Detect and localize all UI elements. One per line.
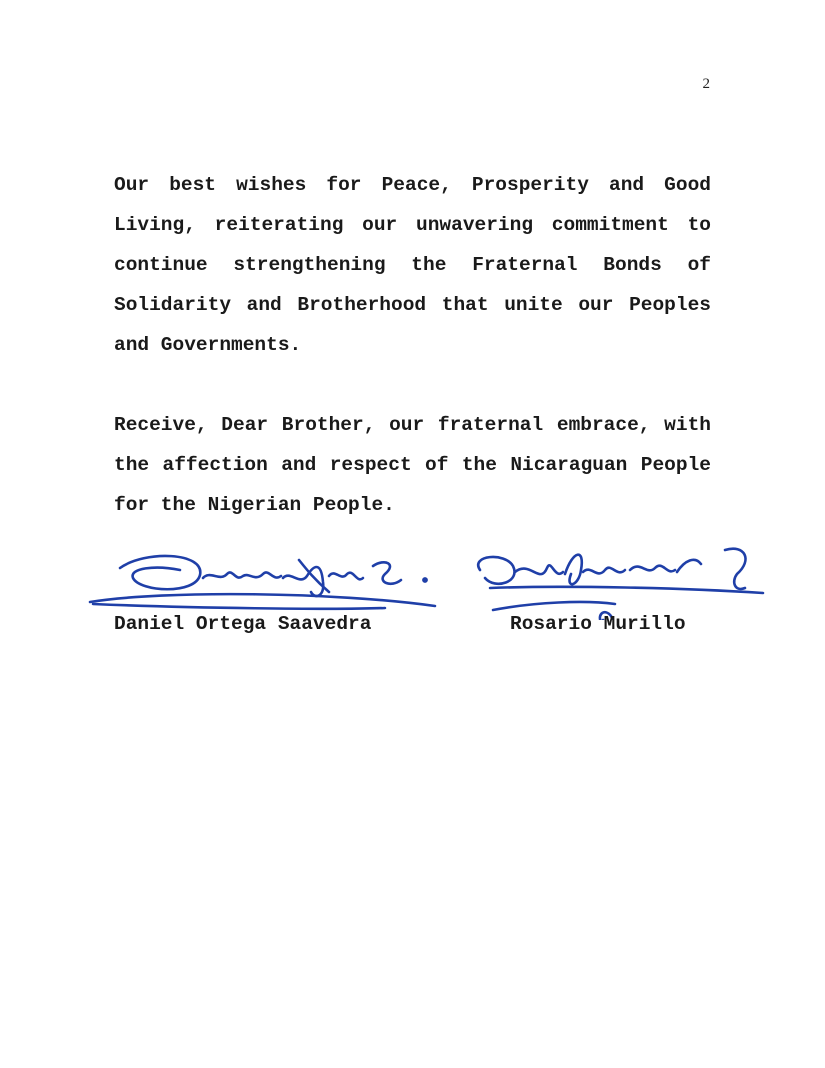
letter-paragraph-1: Our best wishes for Peace, Prosperity and Good Living, reiterating our unwavering commitment to continue strengthening the Fraternal Bonds of Solidarity and Brotherhood that unite our Peoples and Governments. xyxy=(114,174,711,356)
signature-block xyxy=(85,530,775,640)
signer-name-right: Rosario Murillo xyxy=(510,613,686,635)
signature-right xyxy=(478,549,763,620)
letter-paragraph-2: Receive, Dear Brother, our fraternal embrace, with the affection and respect of the Nicaraguan People for the Nigerian People. xyxy=(114,414,711,516)
signer-name-left: Daniel Ortega Saavedra xyxy=(114,613,372,635)
signature-left xyxy=(90,556,435,609)
signatures-graphic xyxy=(85,530,775,620)
page-number: 2 xyxy=(702,76,710,92)
